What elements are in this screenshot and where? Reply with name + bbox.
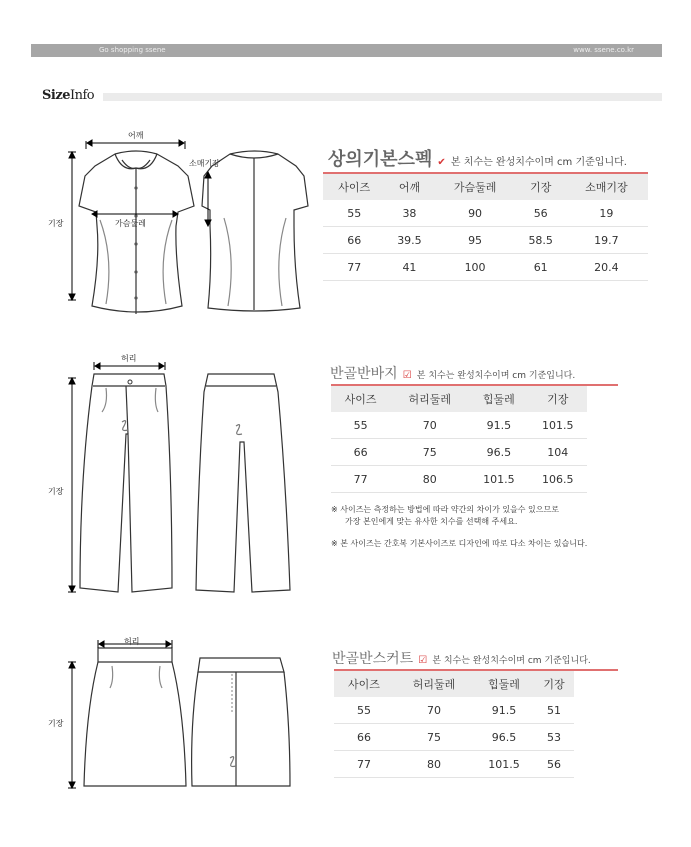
table-cell: 104 [528, 439, 587, 466]
pants-size-table [331, 386, 587, 493]
header-left-text: Go shopping ssene [99, 46, 166, 54]
pants-note: 본 치수는 완성치수이며 cm 기준입니다. [416, 371, 576, 381]
table-row [334, 697, 574, 724]
table-header-row [334, 671, 574, 697]
label-shoulder: 어깨 [128, 131, 144, 140]
check-icon: ☑ [418, 655, 428, 666]
table-cell: 80 [390, 466, 469, 493]
table-cell: 101.5 [469, 466, 528, 493]
table-cell: 51 [534, 697, 574, 724]
table-cell: 53 [534, 724, 574, 751]
table-cell: 56 [517, 200, 565, 227]
table-cell: 20.4 [565, 254, 648, 281]
column-header: 기장 [517, 174, 565, 200]
column-header: 사이즈 [331, 386, 390, 412]
size-notes [331, 504, 587, 550]
table-cell: 70 [390, 412, 469, 439]
table-cell: 100 [433, 254, 516, 281]
column-header: 허리둘레 [390, 386, 469, 412]
size-info-bold: Size [42, 88, 70, 103]
column-header: 사이즈 [334, 671, 394, 697]
column-header: 힙둘레 [474, 671, 534, 697]
label-waist-pants: 허리 [121, 354, 137, 363]
table-cell: 66 [334, 724, 394, 751]
pants-title: 반골반바지 [330, 366, 398, 382]
table-cell: 55 [331, 412, 390, 439]
table-cell: 39.5 [385, 227, 433, 254]
column-header: 기장 [534, 671, 574, 697]
column-header: 소매기장 [565, 174, 648, 200]
table-cell: 70 [394, 697, 474, 724]
skirt-size-table [334, 671, 574, 778]
table-cell: 95 [433, 227, 516, 254]
table-cell: 77 [334, 751, 394, 778]
table-cell: 101.5 [474, 751, 534, 778]
skirt-section-title [332, 648, 591, 668]
table-cell: 77 [331, 466, 390, 493]
label-chest: 가슴둘레 [115, 219, 146, 228]
table-cell: 90 [433, 200, 516, 227]
table-cell: 101.5 [528, 412, 587, 439]
top-size-table [323, 174, 648, 281]
check-icon: ☑ [402, 370, 412, 381]
column-header: 사이즈 [323, 174, 385, 200]
table-cell: 56 [534, 751, 574, 778]
table-cell: 75 [394, 724, 474, 751]
skirt-front-drawing [68, 640, 188, 800]
table-row [323, 200, 648, 227]
top-title: 상의기본스펙 [328, 149, 433, 170]
table-cell: 55 [323, 200, 385, 227]
table-cell: 91.5 [474, 697, 534, 724]
column-header: 힙둘레 [469, 386, 528, 412]
size-info-light: Info [69, 88, 95, 103]
size-info-heading [42, 88, 94, 103]
top-section-title [328, 145, 627, 171]
note-line: ※ 본 사이즈는 간호복 기본사이즈로 디자인에 따로 다소 차이는 있습니다. [331, 539, 588, 548]
label-length-skirt: 기장 [48, 719, 64, 728]
table-cell: 66 [323, 227, 385, 254]
table-cell: 77 [323, 254, 385, 281]
label-length-top: 기장 [48, 219, 64, 228]
table-cell: 66 [331, 439, 390, 466]
table-cell: 41 [385, 254, 433, 281]
skirt-title: 반골반스커트 [332, 651, 414, 667]
table-row [334, 751, 574, 778]
skirt-note: 본 치수는 완성치수이며 cm 기준입니다. [432, 656, 591, 666]
size-info-rule [103, 93, 662, 101]
pants-back-drawing [190, 372, 300, 594]
header-right-text: www. ssene.co.kr [573, 46, 634, 54]
table-cell: 96.5 [474, 724, 534, 751]
table-cell: 96.5 [469, 439, 528, 466]
table-cell: 106.5 [528, 466, 587, 493]
table-cell: 91.5 [469, 412, 528, 439]
table-cell: 80 [394, 751, 474, 778]
top-note: 본 치수는 완성치수이며 cm 기준입니다. [450, 157, 627, 168]
table-cell: 55 [334, 697, 394, 724]
table-row [323, 254, 648, 281]
table-row [331, 412, 587, 439]
table-cell: 19.7 [565, 227, 648, 254]
table-cell: 38 [385, 200, 433, 227]
blouse-back-drawing [200, 148, 320, 318]
pants-front-drawing [68, 356, 178, 596]
table-cell: 19 [565, 200, 648, 227]
pants-section-title [330, 363, 575, 383]
table-row [331, 439, 587, 466]
table-cell: 75 [390, 439, 469, 466]
table-row [323, 227, 648, 254]
table-header-row [331, 386, 587, 412]
label-sleeve: 소매기장 [189, 159, 220, 168]
table-row [334, 724, 574, 751]
label-waist-skirt: 허리 [124, 637, 140, 646]
note-line: ※ 사이즈는 측정하는 방법에 따라 약간의 차이가 있을수 있으므로 [331, 505, 559, 514]
table-header-row [323, 174, 648, 200]
table-cell: 61 [517, 254, 565, 281]
table-cell: 58.5 [517, 227, 565, 254]
label-length-pants: 기장 [48, 487, 64, 496]
column-header: 허리둘레 [394, 671, 474, 697]
skirt-back-drawing [190, 654, 310, 794]
check-icon: ✔ [437, 157, 446, 168]
header-bar [31, 44, 662, 57]
note-line: 가장 본인에게 맞는 유사한 치수를 선택해 주세요. [345, 517, 518, 526]
column-header: 기장 [528, 386, 587, 412]
column-header: 가슴둘레 [433, 174, 516, 200]
table-row [331, 466, 587, 493]
column-header: 어깨 [385, 174, 433, 200]
